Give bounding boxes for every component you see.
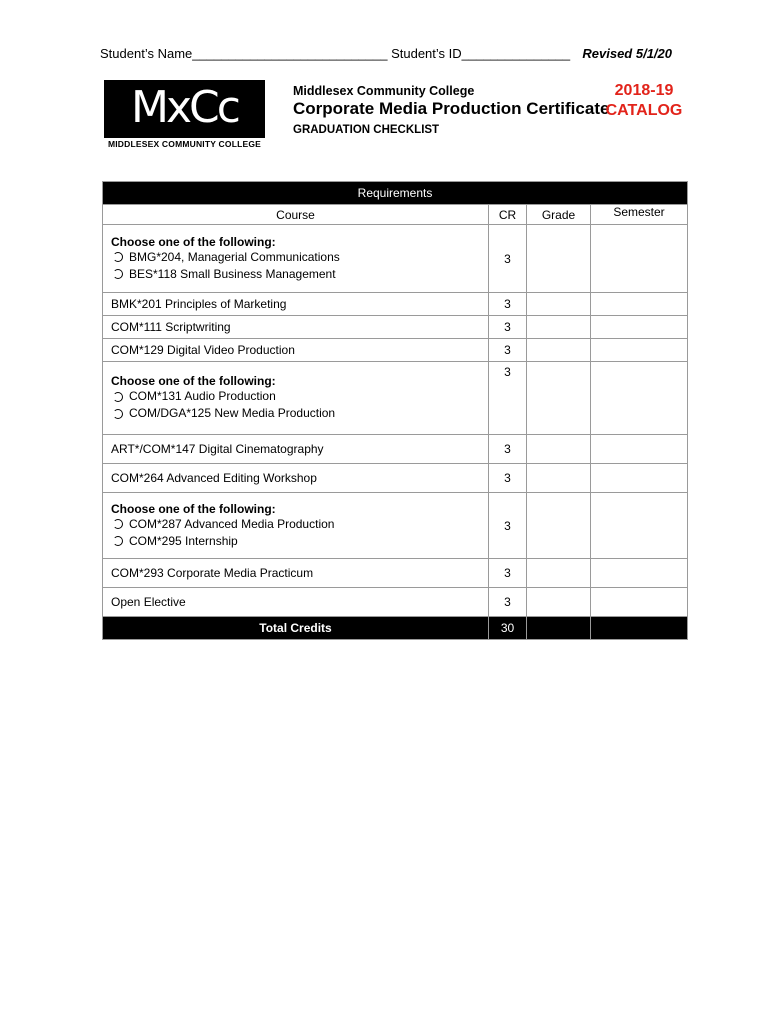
grade-cell[interactable] — [527, 362, 591, 435]
course-option-label: COM/DGA*125 New Media Production — [129, 406, 336, 420]
logo-mark: MxCc — [131, 82, 238, 133]
grade-cell[interactable] — [527, 559, 591, 588]
course-cell — [103, 435, 489, 464]
requirements-header: Requirements — [103, 182, 688, 205]
table-row — [103, 435, 688, 464]
college-logo — [104, 80, 265, 138]
course-cell — [103, 293, 489, 316]
choose-one-label: Choose one of the following: — [111, 374, 276, 388]
column-course: Course — [103, 205, 489, 225]
catalog-year: 2018-19 — [614, 82, 674, 99]
course-option-label: BMG*204, Managerial Communications — [129, 249, 340, 264]
catalog-badge — [598, 81, 690, 121]
course-cell — [103, 559, 489, 588]
radio-icon[interactable] — [113, 409, 123, 419]
table-row — [103, 316, 688, 339]
course-name: COM*111 Scriptwriting — [111, 320, 231, 334]
grade-cell[interactable] — [527, 339, 591, 362]
catalog-label: CATALOG — [605, 102, 683, 119]
table-row — [103, 464, 688, 493]
course-option-label: BES*118 Small Business Management — [129, 266, 336, 281]
course-name: BMK*201 Principles of Marketing — [111, 297, 287, 311]
logo-subtitle: MIDDLESEX COMMUNITY COLLEGE — [107, 139, 262, 149]
course-option-label: COM*295 Internship — [129, 533, 238, 548]
credit-value: 3 — [489, 339, 527, 362]
course-option-label: COM*131 Audio Production — [129, 389, 276, 403]
course-option[interactable] — [111, 533, 480, 550]
student-name-id-fields[interactable]: Student’s Name___________________________ Student’s ID_______________ — [100, 46, 571, 61]
course-cell — [103, 588, 489, 617]
course-cell — [103, 339, 489, 362]
table-row — [103, 493, 688, 559]
college-name: Middlesex Community College — [293, 84, 475, 98]
table-row — [103, 588, 688, 617]
table-row — [103, 293, 688, 316]
course-name: Open Elective — [111, 595, 186, 609]
radio-icon[interactable] — [113, 519, 123, 529]
credit-value: 3 — [489, 316, 527, 339]
credit-value: 3 — [489, 493, 527, 559]
grade-cell[interactable] — [527, 225, 591, 293]
radio-icon[interactable] — [113, 392, 123, 402]
table-row — [103, 362, 688, 435]
course-name: ART*/COM*147 Digital Cinematography — [111, 442, 324, 456]
total-grade-cell — [527, 617, 591, 640]
semester-cell[interactable] — [591, 225, 688, 293]
revised-date: Revised 5/1/20 — [582, 46, 672, 61]
semester-cell[interactable] — [591, 339, 688, 362]
course-option[interactable] — [111, 388, 480, 405]
course-cell — [103, 225, 489, 293]
credit-value: 3 — [489, 362, 527, 435]
course-option[interactable] — [111, 249, 480, 266]
column-grade: Grade — [527, 205, 591, 225]
semester-cell[interactable] — [591, 493, 688, 559]
credit-value: 3 — [489, 293, 527, 316]
course-option-label: COM*287 Advanced Media Production — [129, 516, 335, 531]
credit-value: 3 — [489, 588, 527, 617]
total-credits-label: Total Credits — [103, 617, 489, 640]
grade-cell[interactable] — [527, 464, 591, 493]
semester-cell[interactable] — [591, 293, 688, 316]
total-credits-value: 30 — [489, 617, 527, 640]
credit-value: 3 — [489, 435, 527, 464]
course-name: COM*264 Advanced Editing Workshop — [111, 471, 317, 485]
requirements-table — [102, 181, 688, 640]
grade-cell[interactable] — [527, 493, 591, 559]
radio-icon[interactable] — [113, 536, 123, 546]
semester-cell[interactable] — [591, 362, 688, 435]
course-option[interactable] — [111, 405, 480, 422]
semester-cell[interactable] — [591, 559, 688, 588]
checklist-title: GRADUATION CHECKLIST — [293, 124, 440, 136]
radio-icon[interactable] — [113, 252, 123, 262]
radio-icon[interactable] — [113, 269, 123, 279]
column-cr: CR — [489, 205, 527, 225]
grade-cell[interactable] — [527, 316, 591, 339]
course-cell — [103, 362, 489, 435]
semester-cell[interactable] — [591, 435, 688, 464]
semester-cell[interactable] — [591, 316, 688, 339]
course-cell — [103, 493, 489, 559]
semester-cell[interactable] — [591, 464, 688, 493]
grade-cell[interactable] — [527, 588, 591, 617]
course-cell — [103, 464, 489, 493]
grade-cell[interactable] — [527, 293, 591, 316]
column-semester: Semester — [591, 205, 688, 225]
course-option[interactable] — [111, 516, 480, 533]
total-semester-cell — [591, 617, 688, 640]
table-row — [103, 225, 688, 293]
semester-cell[interactable] — [591, 588, 688, 617]
course-cell — [103, 316, 489, 339]
table-row — [103, 559, 688, 588]
table-row — [103, 339, 688, 362]
course-option[interactable] — [111, 266, 480, 283]
choose-one-label: Choose one of the following: — [111, 501, 276, 516]
credit-value: 3 — [489, 559, 527, 588]
grade-cell[interactable] — [527, 435, 591, 464]
program-title: Corporate Media Production Certificate — [293, 99, 610, 118]
credit-value: 3 — [489, 464, 527, 493]
credit-value: 3 — [489, 225, 527, 293]
choose-one-label: Choose one of the following: — [111, 234, 276, 249]
course-name: COM*129 Digital Video Production — [111, 343, 295, 357]
course-name: COM*293 Corporate Media Practicum — [111, 566, 314, 580]
